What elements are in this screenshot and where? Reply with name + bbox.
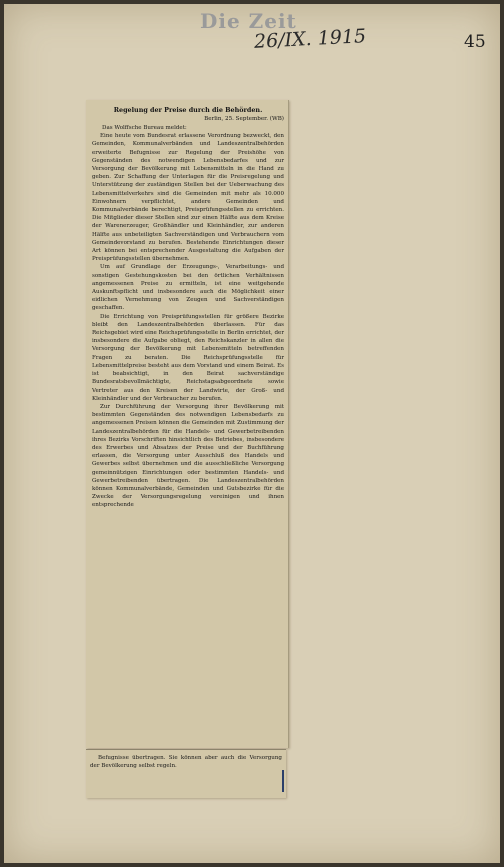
article-paragraph: Die Errichtung von Preisprüfungsstellen für größere Bezirke bleibt den Landeszentralbehörden überlassen. Für das Reichsgebiet wird eine Reichsprüfungsstelle in Berlin errichtet, der insbesondere die Aufgabe obliegt, den Reichskanzler in allen die Versorgung der Bevölkerung mit Lebensmitteln betreffenden Fragen zu beraten. Die Reichsprüfungsstelle für Lebensmittelpreise besteht aus dem Vorstand und einem Beirat. Es ist beabsichtigt, in den Beirat sachverständige Bundesratsbevollmächtigte, Reichstagsabgeordnete sowie Vertreter aus den Kreisen der Landwirte, der Groß- und Kleinhändler und der Verbraucher zu berufen. — [92, 313, 284, 402]
article-dateline: Berlin, 25. September. (WB) — [204, 116, 284, 122]
page-number: 45 — [464, 32, 486, 52]
article-paragraph: Eine heute vom Bundesrat erlassene Verordnung bezweckt, den Gemeinden, Kommunalverbänden und Landeszentralbehörden erweiterte Befugnisse zur Regelung der Preishöhe von Gegenständen des notwendigen Lebensbedarfes und zur Versorgung der Bevölkerung mit Lebensmitteln in die Hand zu geben. Zur Schaffung der Unterlagen für die Preisregelung und Unterstützung der zuständigen Stellen bei der Ueberwachung des Lebensmittelverkehrs sind die Gemeinden mit mehr als 10.000 Einwohnern verpflichtet, andere Gemeinden und Kommunalverbände berechtigt, Preisprüfungsstellen zu errichten. Die Mitglieder dieser Stellen sind zur einen Hälfte aus dem Kreise der Warenerzeuger, Großhändler und Kleinhändler, zur anderen Hälfte aus unbeteiligten Sachverständigen und Verbrauchern vom Gemeindevorstand zu berufen. Bestehende Einrichtungen dieser Art können bei entsprechender Ausgestaltung die Aufgaben der Preisprüfungsstellen übernehmen. — [92, 133, 284, 263]
pencil-mark — [282, 770, 284, 792]
newspaper-stamp: Die Zeit — [200, 9, 297, 33]
article-continuation: Befugnisse übertragen. Sie können aber auch die Versorgung der Bevölkerung selbst regeln. — [90, 755, 282, 770]
article-paragraph: Das Wolffsche Bureau meldet: — [102, 125, 187, 131]
newspaper-clipping — [86, 100, 289, 748]
clipping-continuation — [86, 749, 286, 798]
article-headline: Regelung der Preise durch die Behörden. — [113, 106, 263, 114]
article-paragraph: Zur Durchführung der Versorgung ihrer Bevölkerung mit bestimmten Gegenständen des notwendigen Lebensbedarfs zu angemessenen Preisen können die Gemeinden mit Zustimmung der Landeszentralbehörden für die Handels- und Gewerbetreibenden ihres Bezirks Vorschriften hinsichtlich des Betriebes, insbesondere des Erwerbes und Absatzes der Preise und der Buchführung erlassen, die Versorgung unter Ausschluß des Handels und Gewerbes selbst übernehmen und die ausschließliche Versorgung gemeinnützigen Einrichtungen oder bestimmten Handels- und Gewerbetreibenden übertragen. Die Landeszentralbehörden können Kommunalverbände, Gemeinden und Gutsbezirke für die Zwecke der Versorgungsregelung vereinigen und ihnen entsprechende — [92, 403, 284, 509]
handwritten-date: 26/IX. 1915 — [253, 25, 367, 53]
article-paragraph: Um auf Grundlage der Erzeugungs-, Verarbeitungs- und sonstigen Gestehungskosten bei den örtlichen Verhältnissen angemessenen Preise zu ermitteln, ist eine weitgehende Auskunftspflicht und insbesondere auch die Möglichkeit einer eidlichen Vernehmung von Zeugen und Sachverständigen geschaffen. — [92, 264, 284, 312]
